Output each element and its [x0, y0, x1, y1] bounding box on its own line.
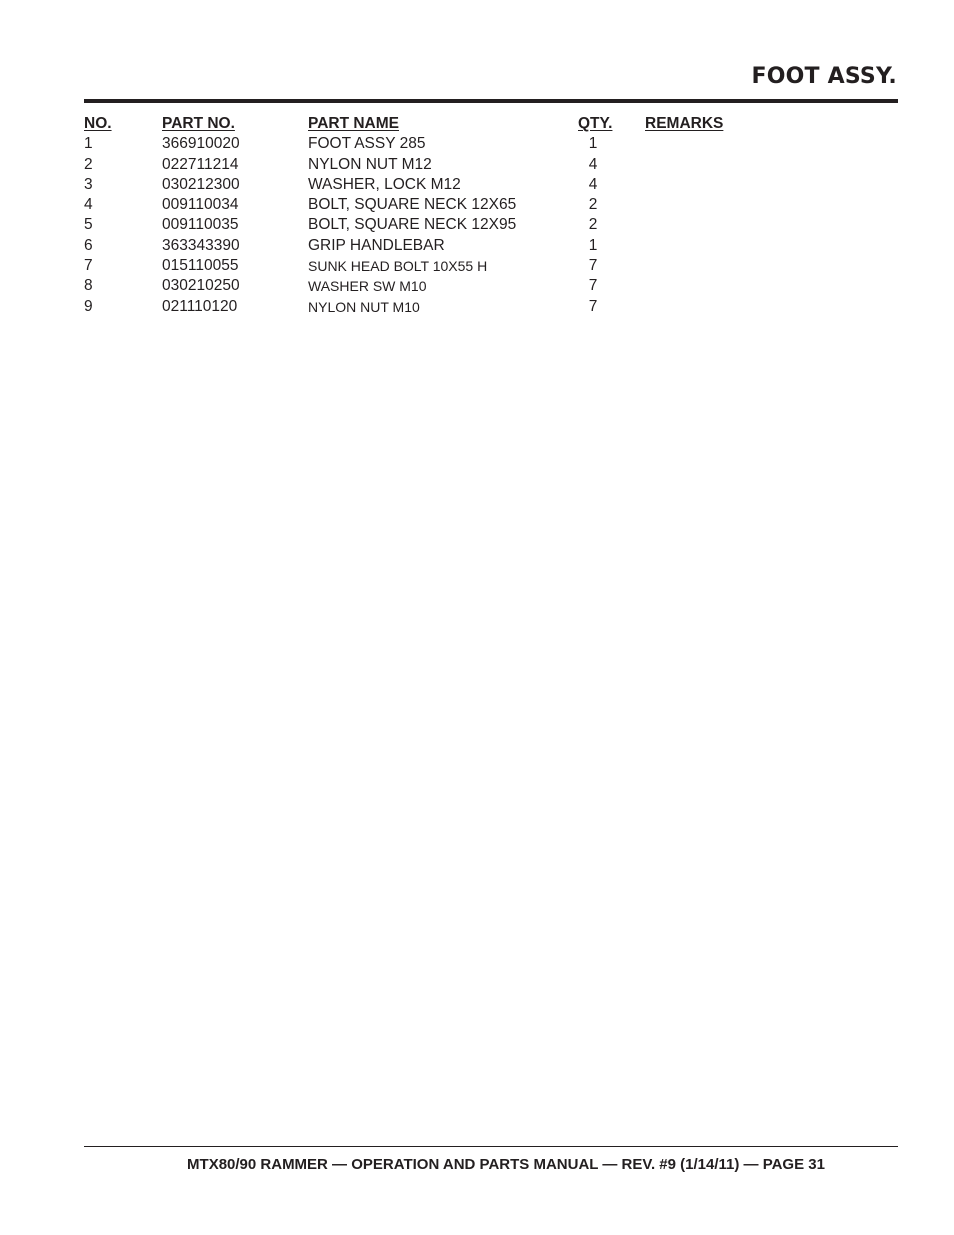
row-qty: 4 — [588, 155, 598, 173]
row-no: 5 — [84, 216, 93, 234]
header-qty: QTY. — [578, 115, 613, 132]
row-no: 4 — [84, 196, 93, 214]
row-qty: 2 — [588, 216, 598, 234]
row-part-no: 009110034 — [162, 196, 239, 214]
header-part-no: PART NO. — [162, 115, 235, 132]
row-part-no: 363343390 — [162, 236, 240, 254]
row-part-name: SUNK HEAD BOLT 10X55 H — [308, 258, 488, 275]
row-no: 8 — [84, 277, 93, 295]
row-qty: 1 — [588, 135, 598, 153]
table-row — [84, 215, 844, 235]
row-part-no: 022711214 — [162, 155, 239, 173]
row-part-no: 030212300 — [162, 175, 240, 193]
parts-table — [84, 114, 844, 317]
header-no: NO. — [84, 115, 112, 132]
row-no: 9 — [84, 297, 93, 315]
row-part-no: 021110120 — [162, 297, 238, 315]
row-qty: 4 — [588, 175, 598, 193]
row-part-name: BOLT, SQUARE NECK 12X95 — [308, 216, 517, 234]
table-row — [84, 256, 844, 276]
row-no: 7 — [84, 257, 93, 275]
row-no: 1 — [84, 135, 93, 153]
row-part-no: 366910020 — [162, 135, 240, 153]
row-part-no: 009110035 — [162, 216, 239, 234]
row-part-name: GRIP HANDLEBAR — [308, 236, 445, 254]
table-row — [84, 195, 844, 215]
row-part-name: NYLON NUT M12 — [308, 155, 432, 173]
row-part-name: WASHER SW M10 — [308, 278, 427, 295]
row-qty: 7 — [588, 277, 598, 295]
row-no: 2 — [84, 155, 93, 173]
footer-rule — [84, 1146, 898, 1147]
table-row — [84, 276, 844, 296]
table-row — [84, 297, 844, 317]
header-remarks: REMARKS — [645, 115, 724, 132]
row-no: 6 — [84, 236, 93, 254]
row-qty: 7 — [588, 297, 598, 315]
table-row — [84, 155, 844, 175]
page-title: FOOT ASSY. — [751, 64, 897, 89]
row-part-no: 015110055 — [162, 257, 239, 275]
title-rule — [84, 99, 898, 103]
row-part-name: WASHER, LOCK M12 — [308, 175, 461, 193]
header-part-name: PART NAME — [308, 115, 399, 132]
row-qty: 7 — [588, 257, 598, 275]
row-qty: 1 — [588, 236, 598, 254]
row-part-name: NYLON NUT M10 — [308, 298, 420, 315]
row-no: 3 — [84, 175, 93, 193]
table-row — [84, 236, 844, 256]
row-part-name: BOLT, SQUARE NECK 12X65 — [308, 196, 517, 214]
row-part-name: FOOT ASSY 285 — [308, 135, 426, 153]
table-row — [84, 134, 844, 154]
table-row — [84, 175, 844, 195]
page-footer: MTX80/90 RAMMER — OPERATION AND PARTS MANUAL — REV. #9 (1/14/11) — PAGE 31 — [187, 1156, 825, 1173]
row-qty: 2 — [588, 196, 598, 214]
row-part-no: 030210250 — [162, 277, 240, 295]
table-header-row — [84, 114, 844, 134]
